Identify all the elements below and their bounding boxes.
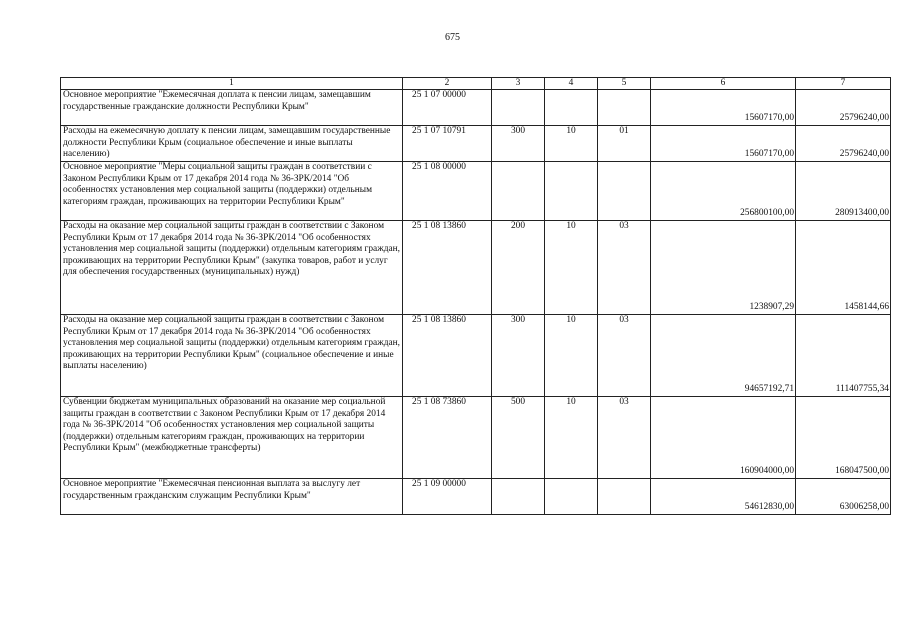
row-amount-7: 111407755,34 bbox=[796, 315, 891, 397]
row-kvr: 500 bbox=[492, 397, 545, 479]
row-kvr: 300 bbox=[492, 126, 545, 162]
row-amount-6: 256800100,00 bbox=[651, 162, 796, 221]
row-code: 25 1 08 13860 bbox=[403, 221, 492, 315]
budget-table bbox=[60, 77, 891, 515]
row-code: 25 1 07 00000 bbox=[403, 90, 492, 126]
row-subsection bbox=[598, 90, 651, 126]
row-kvr bbox=[492, 479, 545, 515]
row-section bbox=[545, 90, 598, 126]
row-code: 25 1 08 00000 bbox=[403, 162, 492, 221]
row-name: Расходы на оказание мер социальной защиты граждан в соответствии с Законом Республики Крым от 17 декабря 2014 года № 36-ЗРК/2014 "Об особенностях установления мер социальной защиты (поддержки) отдельным категориям граждан, проживающих на территории Республики Крым" (закупка товаров, работ и услуг для обеспечения государственных (муниципальных) нужд) bbox=[61, 221, 403, 315]
row-code: 25 1 09 00000 bbox=[403, 479, 492, 515]
table-row bbox=[61, 479, 891, 515]
row-amount-6: 15607170,00 bbox=[651, 90, 796, 126]
row-subsection: 03 bbox=[598, 397, 651, 479]
table-row bbox=[61, 162, 891, 221]
header-cell: 3 bbox=[492, 78, 545, 90]
page-number: 675 bbox=[445, 32, 460, 43]
header-cell: 5 bbox=[598, 78, 651, 90]
row-amount-7: 63006258,00 bbox=[796, 479, 891, 515]
row-amount-6: 160904000,00 bbox=[651, 397, 796, 479]
row-kvr bbox=[492, 162, 545, 221]
header-cell: 2 bbox=[403, 78, 492, 90]
row-subsection bbox=[598, 162, 651, 221]
row-name: Субвенции бюджетам муниципальных образований на оказание мер социальной защиты граждан в соответствии с Законом Республики Крым от 17 декабря 2014 года № 36-ЗРК/2014 "Об особенностях установления мер социальной защиты (поддержки) отдельным категориям граждан, проживающих на территории Республики Крым" (межбюджетные трансферты) bbox=[61, 397, 403, 479]
row-amount-7: 168047500,00 bbox=[796, 397, 891, 479]
row-amount-7: 25796240,00 bbox=[796, 90, 891, 126]
row-kvr: 300 bbox=[492, 315, 545, 397]
row-amount-6: 1238907,29 bbox=[651, 221, 796, 315]
row-code: 25 1 08 73860 bbox=[403, 397, 492, 479]
row-section: 10 bbox=[545, 126, 598, 162]
row-section bbox=[545, 162, 598, 221]
row-section bbox=[545, 479, 598, 515]
row-code: 25 1 08 13860 bbox=[403, 315, 492, 397]
row-amount-6: 94657192,71 bbox=[651, 315, 796, 397]
row-subsection bbox=[598, 479, 651, 515]
row-amount-6: 15607170,00 bbox=[651, 126, 796, 162]
row-kvr: 200 bbox=[492, 221, 545, 315]
row-amount-7: 25796240,00 bbox=[796, 126, 891, 162]
row-subsection: 03 bbox=[598, 315, 651, 397]
row-section: 10 bbox=[545, 315, 598, 397]
table-row bbox=[61, 315, 891, 397]
row-amount-7: 1458144,66 bbox=[796, 221, 891, 315]
header-cell: 6 bbox=[651, 78, 796, 90]
row-name: Основное мероприятие "Ежемесячная пенсионная выплата за выслугу лет государственным гражданским служащим Республики Крым" bbox=[61, 479, 403, 515]
row-amount-7: 280913400,00 bbox=[796, 162, 891, 221]
header-cell: 4 bbox=[545, 78, 598, 90]
row-code: 25 1 07 10791 bbox=[403, 126, 492, 162]
row-name: Расходы на оказание мер социальной защиты граждан в соответствии с Законом Республики Крым от 17 декабря 2014 года № 36-ЗРК/2014 "Об особенностях установления мер социальной защиты (поддержки) отдельным категориям граждан, проживающих на территории Республики Крым" (социальное обеспечение и иные выплаты населению) bbox=[61, 315, 403, 397]
row-name: Расходы на ежемесячную доплату к пенсии лицам, замещавшим государственные должности Республики Крым (социальное обеспечение и иные выплаты населению) bbox=[61, 126, 403, 162]
row-name: Основное мероприятие "Ежемесячная доплата к пенсии лицам, замещавшим государственные гражданские должности Республики Крым" bbox=[61, 90, 403, 126]
row-section: 10 bbox=[545, 221, 598, 315]
header-row bbox=[61, 78, 891, 90]
row-name: Основное мероприятие "Меры социальной защиты граждан в соответствии с Законом Республики Крым от 17 декабря 2014 года № 36-ЗРК/2014 "Об особенностях установления мер социальной защиты (поддержки) отдельным категориям граждан, проживающих на территории Республики Крым" bbox=[61, 162, 403, 221]
row-kvr bbox=[492, 90, 545, 126]
row-subsection: 01 bbox=[598, 126, 651, 162]
row-section: 10 bbox=[545, 397, 598, 479]
row-amount-6: 54612830,00 bbox=[651, 479, 796, 515]
table-row bbox=[61, 90, 891, 126]
table-row bbox=[61, 126, 891, 162]
row-subsection: 03 bbox=[598, 221, 651, 315]
header-cell: 7 bbox=[796, 78, 891, 90]
table-row bbox=[61, 397, 891, 479]
header-cell: 1 bbox=[61, 78, 403, 90]
table-row bbox=[61, 221, 891, 315]
